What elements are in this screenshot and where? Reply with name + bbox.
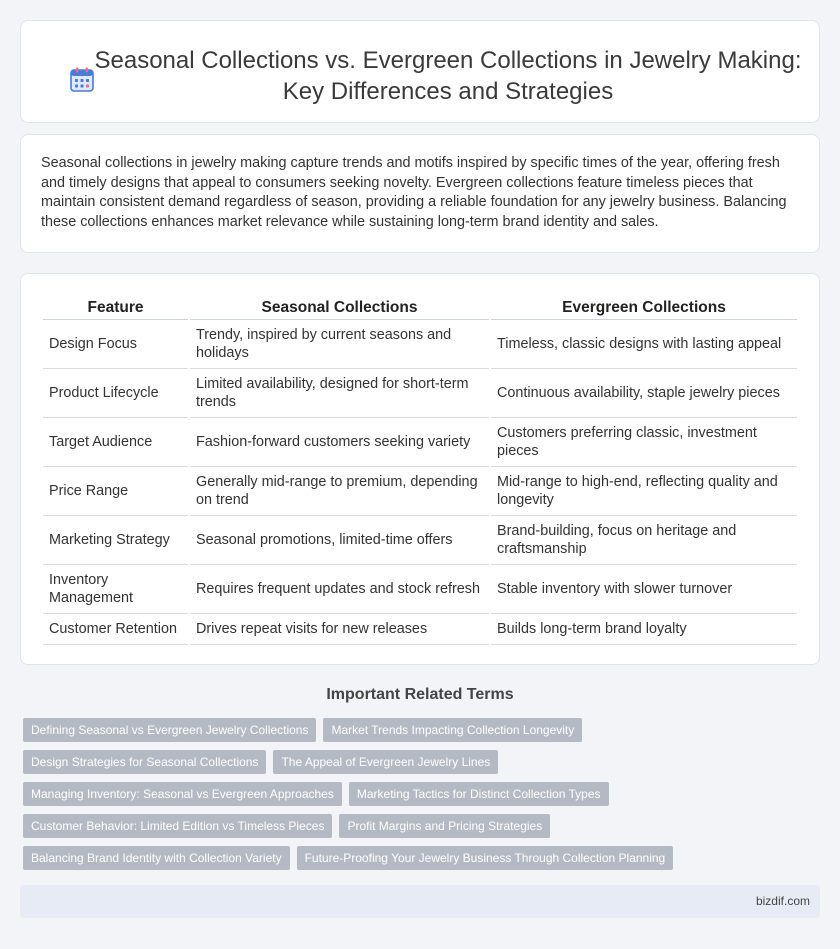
related-tag[interactable]: Future-Proofing Your Jewelry Business Through Collection Planning xyxy=(297,846,674,870)
table-row xyxy=(43,418,797,467)
cell-seasonal: Trendy, inspired by current seasons and holidays xyxy=(190,320,489,369)
related-terms-list xyxy=(23,718,823,870)
related-tag[interactable]: Profit Margins and Pricing Strategies xyxy=(339,814,550,838)
table-row xyxy=(43,614,797,645)
comparison-table xyxy=(41,297,799,645)
page-title: Seasonal Collections vs. Evergreen Collections in Jewelry Making: Key Differences and Strategies xyxy=(94,47,802,105)
related-tag[interactable]: Defining Seasonal vs Evergreen Jewelry Collections xyxy=(23,718,316,742)
cell-feature: Inventory Management xyxy=(43,565,188,614)
cell-evergreen: Timeless, classic designs with lasting appeal xyxy=(491,320,797,369)
intro-card xyxy=(20,134,820,253)
related-tag[interactable]: Managing Inventory: Seasonal vs Evergreen Approaches xyxy=(23,782,342,806)
header-evergreen: Evergreen Collections xyxy=(491,297,797,320)
cell-feature: Product Lifecycle xyxy=(43,369,188,418)
table-header-row xyxy=(43,297,797,320)
table-row xyxy=(43,516,797,565)
related-tag[interactable]: Design Strategies for Seasonal Collections xyxy=(23,750,266,774)
table-row xyxy=(43,565,797,614)
cell-seasonal: Fashion-forward customers seeking variety xyxy=(190,418,489,467)
intro-paragraph: Seasonal collections in jewelry making capture trends and motifs inspired by specific times of the year, offering fresh and timely designs that appeal to consumers seeking novelty. Evergreen collections feature timeless pieces that maintain consistent demand regardless of season, providing a reliable foundation for any jewelry business. Balancing these collections enhances market relevance while sustaining long-term brand identity and sales. xyxy=(41,155,787,230)
footer xyxy=(20,885,820,918)
header-feature: Feature xyxy=(43,297,188,320)
cell-seasonal: Requires frequent updates and stock refresh xyxy=(190,565,489,614)
cell-seasonal: Limited availability, designed for short-term trends xyxy=(190,369,489,418)
footer-brand[interactable]: bizdif.com xyxy=(755,894,810,908)
cell-feature: Design Focus xyxy=(43,320,188,369)
cell-feature: Price Range xyxy=(43,467,188,516)
related-terms-title: Important Related Terms xyxy=(326,686,514,703)
cell-evergreen: Stable inventory with slower turnover xyxy=(491,565,797,614)
related-tag[interactable]: Market Trends Impacting Collection Longevity xyxy=(323,718,582,742)
table-row xyxy=(43,369,797,418)
cell-feature: Marketing Strategy xyxy=(43,516,188,565)
cell-evergreen: Brand-building, focus on heritage and craftsmanship xyxy=(491,516,797,565)
cell-seasonal: Seasonal promotions, limited-time offers xyxy=(190,516,489,565)
cell-seasonal: Drives repeat visits for new releases xyxy=(190,614,489,645)
related-tag[interactable]: Balancing Brand Identity with Collection Variety xyxy=(23,846,290,870)
header-seasonal: Seasonal Collections xyxy=(190,297,489,320)
cell-seasonal: Generally mid-range to premium, depending on trend xyxy=(190,467,489,516)
cell-evergreen: Builds long-term brand loyalty xyxy=(491,614,797,645)
related-tag[interactable]: Marketing Tactics for Distinct Collection Types xyxy=(349,782,609,806)
cell-evergreen: Mid-range to high-end, reflecting quality and longevity xyxy=(491,467,797,516)
cell-evergreen: Continuous availability, staple jewelry pieces xyxy=(491,369,797,418)
cell-feature: Customer Retention xyxy=(43,614,188,645)
comparison-card xyxy=(20,273,820,665)
related-tag[interactable]: Customer Behavior: Limited Edition vs Timeless Pieces xyxy=(23,814,332,838)
title-card xyxy=(20,20,820,123)
related-tag[interactable]: The Appeal of Evergreen Jewelry Lines xyxy=(273,750,498,774)
table-row xyxy=(43,467,797,516)
cell-evergreen: Customers preferring classic, investment pieces xyxy=(491,418,797,467)
cell-feature: Target Audience xyxy=(43,418,188,467)
table-row xyxy=(43,320,797,369)
